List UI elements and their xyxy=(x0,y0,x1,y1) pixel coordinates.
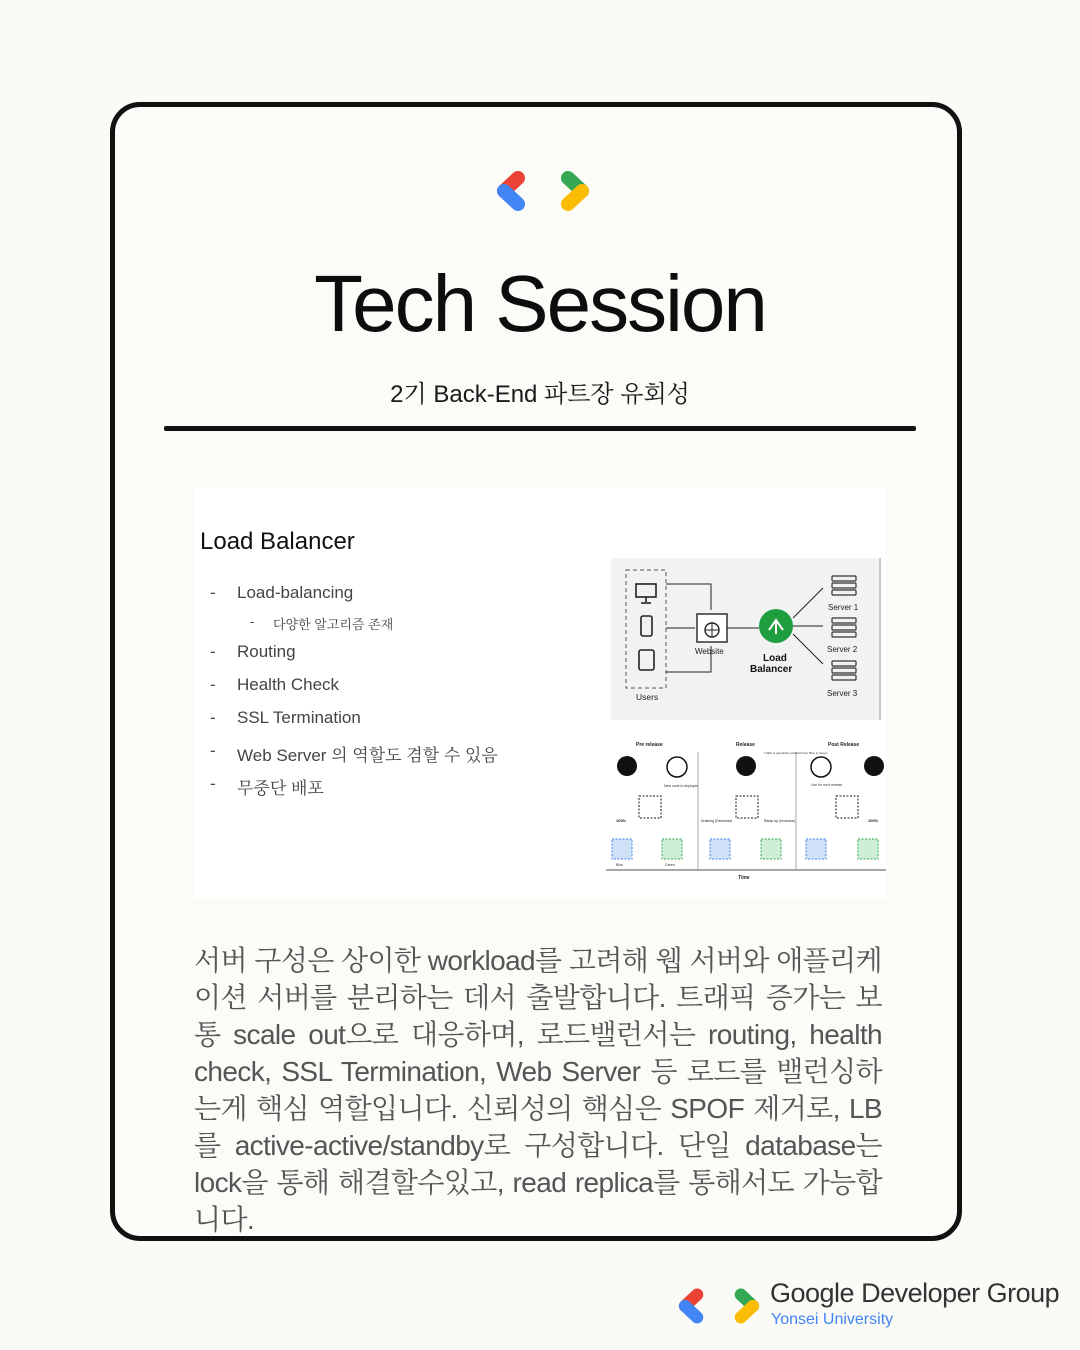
org-name: Google Developer Group xyxy=(770,1278,1060,1308)
users-label: Users xyxy=(636,692,659,702)
user-outline-icon xyxy=(811,757,831,777)
page-subtitle: 2기 Back-End 파트장 유회성 xyxy=(390,381,690,408)
user-outline-icon xyxy=(667,757,687,777)
pct-left: 100% xyxy=(616,818,627,823)
blue-server-icon xyxy=(806,839,826,859)
gdg-footer-logo-icon xyxy=(678,1282,760,1330)
session-summary: 서버 구성은 상이한 workload를 고려해 웹 서버와 애플리케이션 서버를 분리하는 데서 출발합니다. 트래픽 증가는 보통 scale out으로 대응하며, 로드밸런서는 routing, health check, SSL Termination, Web Server 등 로드를 밸런싱하는게 핵심 역할입니다. 신뢰성의 핵심은 SPOF 제거로, LB를 active-active/standby로 구성합니다. 단일 database는 lock을 통해 해결할수있고, read replica를 통해서도 가능합니다. xyxy=(194,945,882,1235)
green-label: Green xyxy=(665,863,675,867)
server-3-icon xyxy=(832,661,856,680)
bullet-item: - 무중단 배포 xyxy=(210,774,324,798)
website-label: Website xyxy=(695,647,724,656)
note-new-code: New code is deployed xyxy=(664,784,699,788)
bullet-item: - Web Server 의 역할도 겸할 수 있음 xyxy=(210,741,498,765)
note-traffic: Traffic is gracefully switched from Blue to Green xyxy=(764,751,828,755)
user-icon xyxy=(864,756,884,776)
bullet-subitem: - 다양한 알고리즘 존재 xyxy=(250,614,394,632)
phone-icon xyxy=(641,616,652,636)
pct-right: 100% xyxy=(868,818,879,823)
green-server-icon xyxy=(662,839,682,859)
bullet-item: - Load-balancing xyxy=(210,583,354,602)
slide-image xyxy=(194,488,886,898)
load-balancer-diagram xyxy=(611,558,881,720)
gdg-logo-icon xyxy=(496,164,590,218)
blue-green-deployment-diagram xyxy=(606,734,886,889)
lb-label-2: Balancer xyxy=(750,664,793,675)
monitor-icon xyxy=(636,584,656,603)
server-1-icon xyxy=(832,576,856,595)
phase-pre: Pre release xyxy=(636,742,663,748)
phase-release: Release xyxy=(736,742,755,748)
green-server-icon xyxy=(858,839,878,859)
ramp-up-label: Ramp up (Increase) xyxy=(764,819,795,823)
phase-post: Post Release xyxy=(828,742,860,748)
user-icon xyxy=(736,756,756,776)
slide-bullets xyxy=(210,583,498,807)
blue-server-icon xyxy=(710,839,730,859)
tablet-icon xyxy=(639,650,654,670)
server-2-icon xyxy=(832,618,856,637)
slide-title: Load Balancer xyxy=(200,528,355,555)
org-subtitle: Yonsei University xyxy=(771,1311,894,1328)
bullet-item: - Routing xyxy=(210,642,296,661)
blue-server-icon xyxy=(612,839,632,859)
time-label: Time xyxy=(738,875,750,881)
lb-label-1: Load xyxy=(763,653,787,664)
draining-label: Draining (Decrease) xyxy=(701,819,733,823)
server-3-label: Server 3 xyxy=(827,689,858,698)
user-icon xyxy=(617,756,637,776)
divider xyxy=(164,426,916,431)
green-server-icon xyxy=(761,839,781,859)
bullet-item: - SSL Termination xyxy=(210,708,361,727)
page-title: Tech Session xyxy=(314,259,766,348)
server-1-label: Server 1 xyxy=(828,603,859,612)
server-2-label: Server 2 xyxy=(827,645,858,654)
bullet-item: - Health Check xyxy=(210,675,340,694)
blue-label: Blue xyxy=(616,863,624,867)
note-use: Use for next release xyxy=(811,783,843,787)
